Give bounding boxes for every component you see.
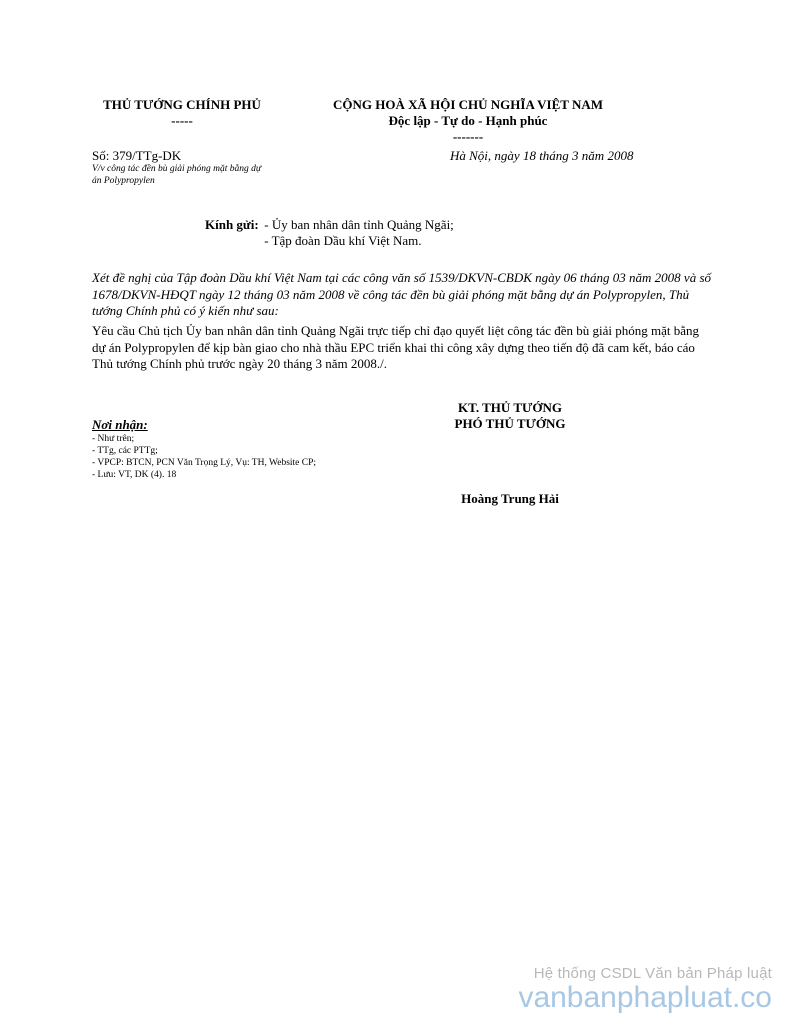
- recipient-row: [205, 217, 454, 233]
- receiver-item: - Lưu: VT, DK (4). 18: [92, 470, 177, 480]
- recipients-block: [205, 217, 454, 249]
- recipient-item: - Ủy ban nhân dân tỉnh Quảng Ngãi;: [264, 217, 454, 232]
- recipients-label: Kính gửi:: [205, 217, 259, 232]
- receiver-item: - VPCP: BTCN, PCN Văn Trọng Lý, Vụ: TH, Website CP;: [92, 458, 317, 468]
- issuing-authority: [92, 97, 272, 129]
- watermark-caption: Hệ thống CSDL Văn bản Pháp luật: [533, 965, 772, 982]
- national-header-separator: -------: [452, 129, 484, 144]
- watermark: [518, 965, 772, 1014]
- receiver-item: - Như trên;: [92, 434, 135, 444]
- recipient-item: - Tập đoàn Dầu khí Việt Nam.: [264, 233, 422, 248]
- nation-name: CỘNG HOÀ XÃ HỘI CHỦ NGHĨA VIỆT NAM: [332, 97, 604, 112]
- date-place: Hà Nội, ngày 18 tháng 3 năm 2008: [450, 148, 634, 163]
- issuing-authority-separator: -----: [171, 113, 193, 128]
- subject-line: V/v công tác đền bù giải phóng mặt bằng dự: [92, 164, 262, 174]
- signer-block: [410, 400, 610, 432]
- national-motto: Độc lập - Tự do - Hạnh phúc: [388, 113, 548, 128]
- receivers-block: [92, 417, 392, 481]
- national-header: [318, 97, 618, 145]
- document-number: Số: 379/TTg-DK: [92, 148, 182, 163]
- subject-line: án Polypropylen: [92, 176, 155, 186]
- signer-title-line: PHÓ THỦ TƯỚNG: [454, 416, 566, 431]
- receiver-item: - TTg, các PTTg;: [92, 446, 158, 456]
- document-subject: [92, 163, 292, 187]
- signer-title-line: KT. THỦ TƯỚNG: [458, 400, 562, 415]
- body-paragraph: Yêu cầu Chủ tịch Ủy ban nhân dân tỉnh Quảng Ngãi trực tiếp chỉ đạo quyết liệt công tác đền bù giải phóng mặt bằng dự án Polypropylen để kịp bàn giao cho nhà thầu EPC triển khai thi công xây dựng theo tiến độ đã cam kết, báo cáo Thủ tướng Chính phủ trước ngày 20 tháng 3 năm 2008./.: [92, 323, 700, 371]
- watermark-site[interactable]: vanbanphapluat.co: [518, 981, 772, 1014]
- issuing-authority-name: THỦ TƯỚNG CHÍNH PHỦ: [103, 97, 261, 112]
- receivers-title: Nơi nhận:: [92, 417, 148, 432]
- recipient-row: [205, 233, 454, 249]
- intro-paragraph: Xét đề nghị của Tập đoàn Dầu khí Việt Nam tại các công văn số 1539/DKVN-CBDK ngày 06 tháng 03 năm 2008 và số 1678/DKVN-HĐQT ngày 12 tháng 03 năm 2008 về công tác đền bù giải phóng mặt bằng dự án Polypropylen, Thủ tướng Chính phủ có ý kiến như sau:: [92, 270, 711, 318]
- signer-name: Hoàng Trung Hải: [461, 491, 559, 506]
